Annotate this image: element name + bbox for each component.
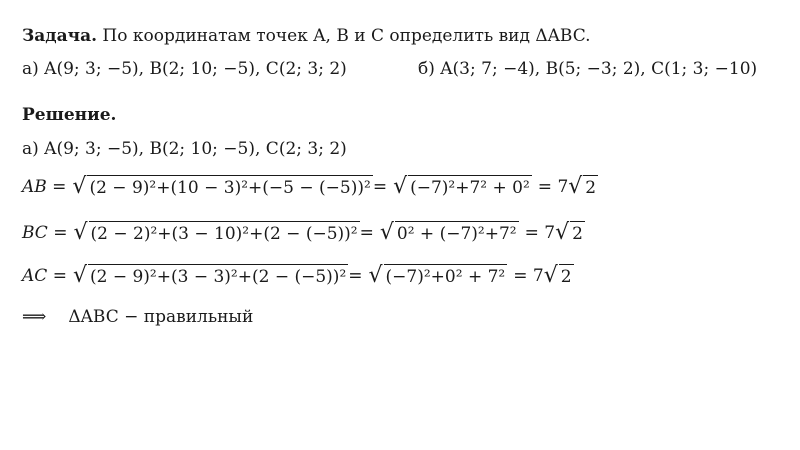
equation-ac-radicand2: (−7)²+0² + 7² [384, 264, 508, 288]
sqrt-symbol: √ [379, 220, 394, 245]
equation-ab-sqrt1 [72, 175, 372, 199]
equation-ab-radicand1: (2 − 9)²+(10 − 3)²+(−5 − (−5))² [87, 175, 372, 199]
sqrt-symbol: √ [72, 174, 87, 199]
task-label: Задача. [22, 26, 97, 46]
sqrt-symbol: √ [72, 263, 87, 288]
equation-ab-result-sqrt [568, 175, 598, 199]
sqrt-symbol: √ [555, 220, 570, 245]
equation-bc-sqrt1 [73, 221, 359, 245]
equation-ab [22, 175, 598, 199]
equation-bc [22, 221, 585, 245]
sqrt-symbol: √ [368, 263, 383, 288]
sqrt-symbol: √ [393, 174, 408, 199]
equation-ac-lhs: AC = [22, 266, 67, 286]
sqrt-symbol: √ [543, 263, 558, 288]
task-statement [22, 25, 591, 47]
equation-ab-lhs: AB = [22, 177, 67, 197]
equation-ac-result: = 7 [513, 266, 544, 286]
equation-bc-result-radicand: 2 [570, 221, 585, 245]
equation-bc-result: = 7 [524, 223, 556, 243]
equation-ac-sqrt1 [73, 264, 348, 288]
sqrt-symbol: √ [568, 174, 583, 199]
task-part-a: а) A(9; 3; −5), B(2; 10; −5), C(2; 3; 2) [22, 59, 347, 79]
task-part-b: б) A(3; 7; −4), B(5; −3; 2), C(1; 3; −10) [418, 59, 758, 79]
implies-arrow: ⟹ [22, 307, 47, 327]
sqrt-symbol: √ [73, 220, 88, 245]
equation-bc-radicand1: (2 − 2)²+(3 − 10)²+(2 − (−5))² [89, 221, 360, 245]
equation-ac-sqrt2 [369, 264, 508, 288]
equation-bc-sqrt2 [380, 221, 519, 245]
equation-ab-sqrt2 [393, 175, 532, 199]
solution-label: Решение. [22, 105, 117, 125]
equation-ac [22, 264, 574, 288]
equation-ac-eq: = [348, 266, 363, 286]
solution-part-a: а) A(9; 3; −5), B(2; 10; −5), C(2; 3; 2) [22, 139, 347, 159]
equation-ac-radicand1: (2 − 9)²+(3 − 3)²+(2 − (−5))² [88, 264, 348, 288]
equation-ab-result: = 7 [537, 177, 569, 197]
equation-bc-result-sqrt [555, 221, 585, 245]
equation-ab-result-radicand: 2 [583, 175, 598, 199]
conclusion-text: ΔABC − правильный [68, 307, 254, 327]
equation-ac-result-radicand: 2 [559, 264, 574, 288]
equation-ab-eq: = [372, 177, 388, 197]
equation-bc-eq: = [359, 223, 374, 243]
equation-bc-lhs: BC = [22, 223, 68, 243]
conclusion [22, 305, 253, 329]
equation-bc-radicand2: 0² + (−7)²+7² [395, 221, 519, 245]
task-text: По координатам точек A, B и C определить вид ΔABC. [102, 26, 591, 46]
equation-ab-radicand2: (−7)²+7² + 0² [408, 175, 532, 199]
equation-ac-result-sqrt [544, 264, 574, 288]
